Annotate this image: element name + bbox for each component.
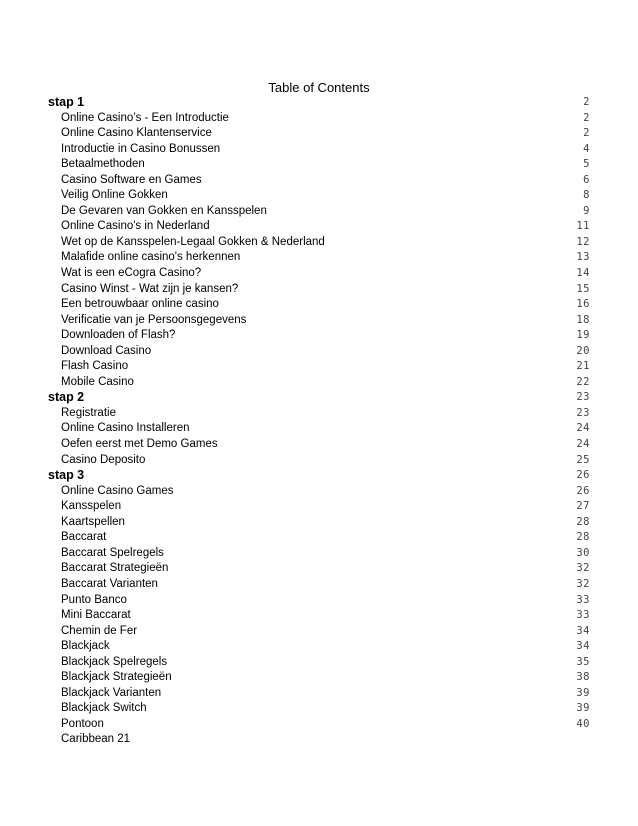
toc-page-number: 40 [576, 717, 590, 730]
toc-page-number: 18 [576, 313, 590, 326]
toc-entry[interactable] [48, 670, 590, 686]
toc-entry-label: Casino Deposito [61, 453, 146, 466]
toc-entry-label: Baccarat Spelregels [61, 546, 164, 559]
toc-entry[interactable] [48, 111, 590, 127]
toc-entry[interactable] [48, 701, 590, 717]
toc-page-number: 34 [576, 640, 590, 653]
toc-entry[interactable] [48, 126, 590, 142]
toc-entry-label: Punto Banco [61, 593, 127, 606]
toc-entry-label: Mini Baccarat [61, 609, 131, 622]
toc-page-number: 13 [576, 251, 590, 264]
toc-page-number: 38 [576, 671, 590, 684]
toc-page-number: 4 [583, 142, 590, 155]
toc-entry-label: stap 2 [48, 390, 85, 405]
toc-entry[interactable] [48, 530, 590, 546]
toc-entry[interactable] [48, 655, 590, 671]
toc-entry[interactable] [48, 437, 590, 453]
toc-entry[interactable] [48, 515, 590, 531]
toc-page-number: 8 [583, 189, 590, 202]
toc-page-number: 28 [576, 515, 590, 528]
toc-entry[interactable] [48, 266, 590, 282]
toc-entry-label: Baccarat Strategieën [61, 562, 169, 575]
toc-entry-label: Caribbean 21 [61, 733, 131, 746]
toc-entry-label: Blackjack [61, 640, 110, 653]
toc-page-number: 23 [576, 391, 590, 404]
toc-entry[interactable] [48, 219, 590, 235]
toc-page-number: 39 [576, 702, 590, 715]
toc-entry-label: Baccarat Varianten [61, 577, 158, 590]
toc-entry-label: Verificatie van je Persoonsgegevens [61, 313, 247, 326]
toc-entry-label: Online Casino's in Nederland [61, 220, 210, 233]
toc-entry-label: Online Casino’s - Een Introductie [61, 111, 229, 124]
toc-entry[interactable] [48, 282, 590, 298]
toc-entry[interactable] [48, 406, 590, 422]
toc-entry-label: Online Casino Klantenservice [61, 127, 212, 140]
toc-entry[interactable] [48, 359, 590, 375]
toc-entry-label: Kaartspellen [61, 515, 125, 528]
toc-page-number: 24 [576, 422, 590, 435]
toc-page-number: 23 [576, 406, 590, 419]
toc-entry[interactable] [48, 142, 590, 158]
toc-entry[interactable] [48, 732, 590, 748]
toc-page-number: 12 [576, 235, 590, 248]
toc-page-number: 28 [576, 531, 590, 544]
toc-page-number: 15 [576, 282, 590, 295]
toc-entry-label: Registratie [61, 406, 116, 419]
toc-entry-label: Casino Software en Games [61, 173, 202, 186]
toc-entry-label: Veilig Online Gokken [61, 189, 168, 202]
toc-entry-label: Blackjack Switch [61, 702, 147, 715]
toc-page-number: 33 [576, 593, 590, 606]
toc-entry-label: Blackjack Strategieën [61, 671, 172, 684]
toc-entry[interactable] [48, 717, 590, 733]
toc-entry[interactable] [48, 421, 590, 437]
toc-page-number: 20 [576, 344, 590, 357]
toc-entry-label: Blackjack Varianten [61, 686, 162, 699]
toc-page-number: 24 [576, 438, 590, 451]
toc-page-number: 9 [583, 204, 590, 217]
toc-entry[interactable] [48, 204, 590, 220]
toc-entry[interactable] [48, 328, 590, 344]
toc-entry-label: Pontoon [61, 717, 104, 730]
toc-entry[interactable] [48, 453, 590, 469]
toc-page-number: 26 [576, 469, 590, 482]
toc-page-number: 35 [576, 655, 590, 668]
toc-page-number: 39 [576, 686, 590, 699]
toc-page-number: 26 [576, 484, 590, 497]
toc-page-number: 6 [583, 173, 590, 186]
toc-page-number: 30 [576, 546, 590, 559]
toc-section-heading[interactable] [48, 468, 590, 484]
toc-page-number: 25 [576, 453, 590, 466]
toc-entry-label: Blackjack Spelregels [61, 655, 168, 668]
toc-entry-label: Introductie in Casino Bonussen [61, 142, 221, 155]
toc-entry-label: Downloaden of Flash? [61, 329, 176, 342]
toc-entry[interactable] [48, 561, 590, 577]
toc-entry[interactable] [48, 686, 590, 702]
toc-entry[interactable] [48, 313, 590, 329]
toc-entry-label: Een betrouwbaar online casino [61, 298, 219, 311]
toc-entry[interactable] [48, 484, 590, 500]
toc-entry[interactable] [48, 608, 590, 624]
toc-entry[interactable] [48, 250, 590, 266]
toc-entry[interactable] [48, 344, 590, 360]
toc-page-number: 16 [576, 298, 590, 311]
toc-section-heading[interactable] [48, 95, 590, 111]
toc-entry[interactable] [48, 546, 590, 562]
toc-page-number: 21 [576, 360, 590, 373]
toc-entry[interactable] [48, 624, 590, 640]
toc-entry-label: Mobile Casino [61, 375, 134, 388]
table-of-contents [48, 95, 590, 748]
toc-page-number: 2 [583, 111, 590, 124]
toc-entry-label: Download Casino [61, 344, 152, 357]
toc-entry-label: Online Casino Installeren [61, 422, 190, 435]
toc-entry[interactable] [48, 639, 590, 655]
toc-entry[interactable] [48, 235, 590, 251]
toc-entry[interactable] [48, 499, 590, 515]
toc-entry-label: Malafide online casino's herkennen [61, 251, 241, 264]
page-title: Table of Contents [268, 80, 370, 95]
toc-entry-label: Casino Winst - Wat zijn je kansen? [61, 282, 239, 295]
toc-entry-label: Wat is een eCogra Casino? [61, 267, 202, 280]
toc-page-number: 11 [576, 220, 590, 233]
toc-entry-label: Kansspelen [61, 500, 122, 513]
toc-page-number: 2 [583, 96, 590, 108]
toc-entry-label: stap 1 [48, 95, 85, 109]
toc-page-number: 27 [576, 500, 590, 513]
toc-entry-label: Online Casino Games [61, 484, 174, 497]
toc-page-number: 33 [576, 609, 590, 622]
toc-entry-label: stap 3 [48, 468, 85, 483]
toc-section-heading[interactable] [48, 390, 590, 406]
toc-entry[interactable] [48, 577, 590, 593]
toc-entry-label: Wet op de Kansspelen-Legaal Gokken & Nederland [61, 235, 325, 248]
toc-page-number: 22 [576, 375, 590, 388]
toc-page-number: 32 [576, 562, 590, 575]
toc-page-number: 5 [583, 158, 590, 171]
toc-entry-label: Betaalmethoden [61, 158, 145, 171]
toc-entry-label: De Gevaren van Gokken en Kansspelen [61, 204, 267, 217]
toc-page-number: 2 [583, 127, 590, 140]
toc-entry-label: Chemin de Fer [61, 624, 138, 637]
toc-entry[interactable] [48, 173, 590, 189]
toc-entry[interactable] [48, 157, 590, 173]
toc-entry-label: Oefen eerst met Demo Games [61, 438, 218, 451]
toc-page-number: 19 [576, 329, 590, 342]
toc-entry-label: Flash Casino [61, 360, 129, 373]
toc-entry[interactable] [48, 297, 590, 313]
toc-entry[interactable] [48, 593, 590, 609]
toc-page-number: 32 [576, 577, 590, 590]
toc-entry[interactable] [48, 375, 590, 391]
toc-page-number: 14 [576, 267, 590, 280]
toc-page-number: 34 [576, 624, 590, 637]
toc-entry[interactable] [48, 188, 590, 204]
toc-entry-label: Baccarat [61, 531, 107, 544]
